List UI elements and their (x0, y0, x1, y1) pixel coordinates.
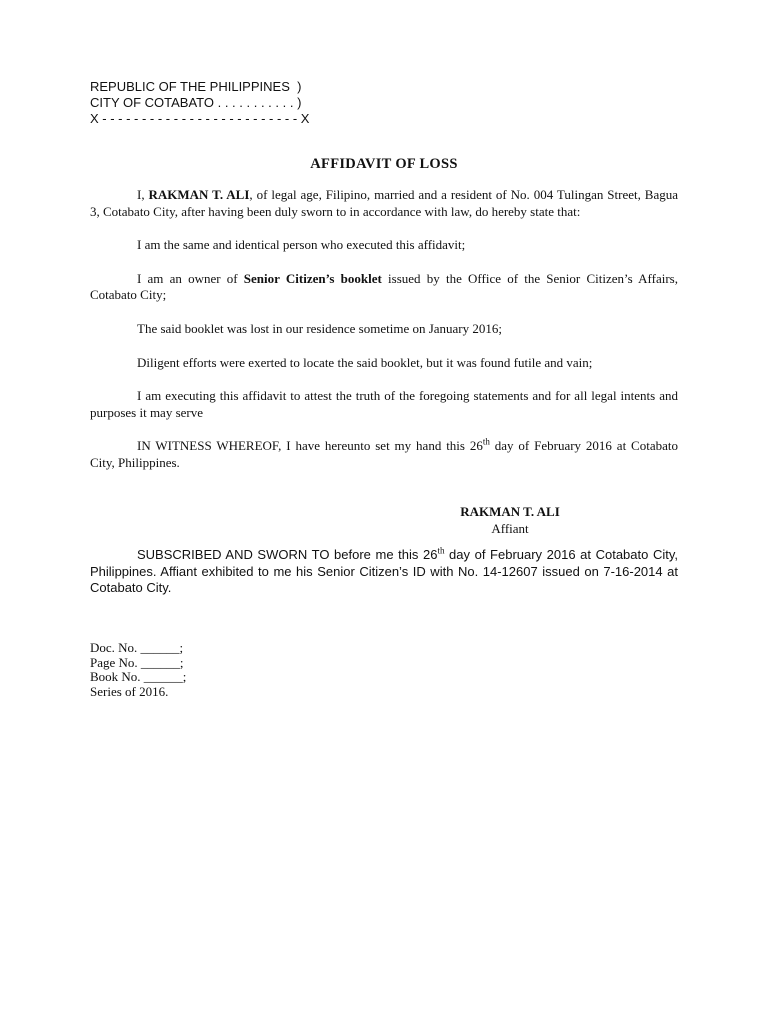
jurat-paragraph (90, 547, 678, 597)
witness-prefix: IN WITNESS WHEREOF, I have hereunto set my hand this 26 (137, 438, 483, 454)
intro-prefix: I, (137, 187, 149, 202)
witness-text: day of February 2016 at Cotabato City, Philippines. (90, 438, 678, 470)
page-number: Page No. ______; (90, 654, 184, 670)
book-number: Book No. ______; (90, 669, 187, 684)
booklet-name: Senior Citizen’s booklet (243, 270, 382, 286)
jurat (90, 547, 678, 597)
caption-city: CITY OF COTABATO . . . . . . . . . . . ) (90, 95, 302, 110)
statement-2-text: issued by the Office of the Senior Citizen’s Affairs, Cotabato City; (90, 270, 678, 303)
notarial-register (90, 641, 186, 699)
series-year: Series of 2016. (90, 683, 169, 699)
document-title: AFFIDAVIT OF LOSS (310, 156, 458, 172)
intro-text: , of legal age, Filipino, married and a resident of No. 004 Tulingan Street, Bagua 3, Cotabato City, after having been duly sworn to in accordance with law, do hereby state that: (90, 187, 678, 219)
affiant-label: Affiant (491, 521, 529, 536)
intro-paragraph (90, 187, 678, 220)
statement-2 (90, 271, 678, 304)
jurat-ordinal: th (437, 545, 445, 556)
affiant-name: RAKMAN T. ALI (460, 504, 560, 519)
witness-ordinal: th (482, 437, 490, 448)
caption-separator: X - - - - - - - - - - - - - - - - - - - - - - - - - X (90, 111, 310, 126)
statement-5: I am executing this affidavit to attest the truth of the foregoing statements and for all legal intents and purposes it may serve (90, 388, 678, 420)
caption-republic: REPUBLIC OF THE PHILIPPINES ) (90, 79, 302, 94)
affiant-name-inline: RAKMAN T. ALI (148, 187, 250, 202)
affidavit-body (90, 187, 678, 489)
signature-block (380, 503, 640, 537)
jurat-text: day of February 2016 at Cotabato City, Philippines. Affiant exhibited to me his Senior Citizen’s ID with No. 14-12607 issued on 7-16-2014 at Cotabato City. (90, 547, 678, 596)
doc-number: Doc. No. ______; (90, 640, 184, 655)
witness-paragraph (90, 438, 678, 471)
venue-caption (90, 79, 309, 127)
statement-2-prefix: I am an owner of (137, 270, 244, 286)
statement-1: I am the same and identical person who executed this affidavit; (137, 237, 466, 253)
jurat-prefix: SUBSCRIBED AND SWORN TO before me this 26 (137, 547, 438, 562)
statement-3: The said booklet was lost in our residence sometime on January 2016; (137, 320, 503, 336)
statement-4: Diligent efforts were exerted to locate the said booklet, but it was found futile and vain; (137, 354, 593, 370)
